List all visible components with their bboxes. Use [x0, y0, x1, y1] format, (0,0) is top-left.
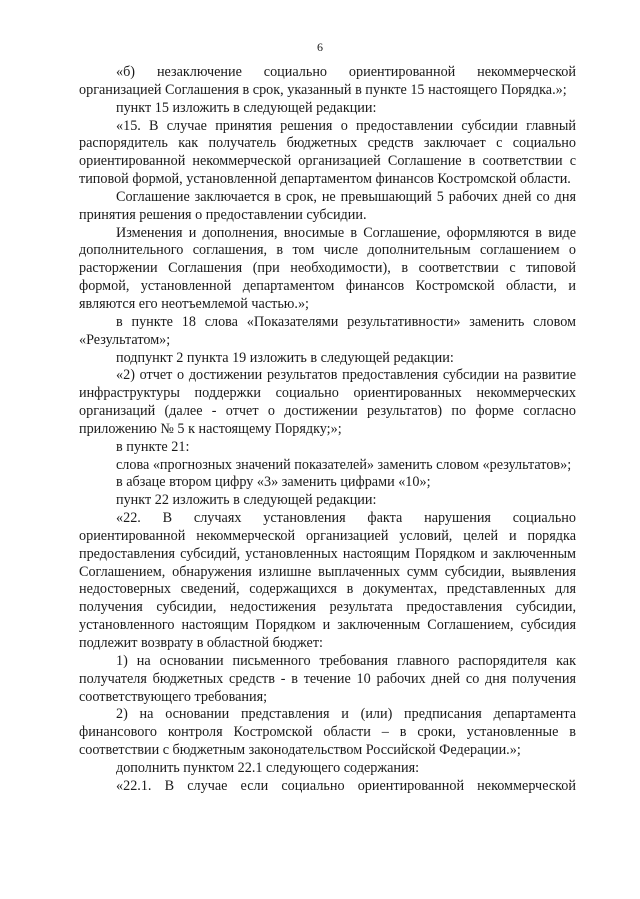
paragraph-agreement-changes: Изменения и дополнения, вносимые в Соглашение, оформляются в виде дополнительного соглашения, в том числе дополнительным соглашением о расторжении Соглашения (при необходимости), в соответствии с типовой формой, установленной департаментом финансов Костромской области, и являются его неотъемлемой частью.»; — [79, 224, 576, 312]
paragraph-item-21: в пункте 21: — [116, 438, 190, 455]
paragraph-subitem-b: «б) незаключение социально ориентированной некоммерческой организацией Соглашения в срок, указанный в пункте 15 настоящего Порядка.»; — [79, 64, 576, 98]
paragraph-item-22-subitem-2: 2) на основании представления и (или) предписания департамента финансового контроля Костромской области – в сроки, установленные в соответствии с бюджетным законодательством Российской Федерации.»; — [79, 706, 576, 759]
document-body — [79, 64, 576, 796]
paragraph-item-19-text: «2) отчет о достижении результатов предоставления субсидии на развитие инфраструктуры поддержки социально ориентированных некоммерческих организаций (далее - отчет о достижении результатов) по форме согласно приложению № 5 к настоящему Порядку;»; — [79, 367, 576, 437]
paragraph-item-22-1-instruction: дополнить пунктом 22.1 следующего содержания: — [116, 759, 420, 776]
paragraph-item-19-instruction: подпункт 2 пункта 19 изложить в следующей редакции: — [116, 349, 454, 366]
paragraph-item-21-second-abstract: в абзаце втором цифру «3» заменить цифрами «10»; — [116, 474, 431, 491]
paragraph-agreement-term: Соглашение заключается в срок, не превышающий 5 рабочих дней со дня принятия решения о предоставлении субсидии. — [79, 188, 576, 223]
paragraph-item-22-subitem-1: 1) на основании письменного требования главного распорядителя как получателя бюджетных средств - в течение 10 рабочих дней со дня получения соответствующего требования; — [79, 652, 576, 705]
paragraph-item-22-text: «22. В случаях установления факта нарушения социально ориентированной некоммерческой организацией условий, целей и порядка предоставления субсидий, установленных настоящим Порядком и заключенным Соглашением, обнаружения излишне выплаченных сумм субсидии, выявления недостоверных сведений, содержащихся в документах, представленных для получения субсидии, недостижения результата предоставления субсидии, установленного настоящим Порядком и заключенным Соглашением, субсидия подлежит возврату в областной бюджет: — [79, 510, 576, 651]
paragraph-item-22-instruction: пункт 22 изложить в следующей редакции: — [116, 492, 377, 509]
paragraph-item-15-instruction: пункт 15 изложить в следующей редакции: — [116, 99, 377, 116]
page-number: 6 — [317, 40, 323, 54]
paragraph-item-21-words: слова «прогнозных значений показателей» заменить словом «результатов»; — [116, 456, 572, 473]
paragraph-item-22-1-text: «22.1. В случае если социально ориентированной некоммерческой — [116, 777, 576, 794]
paragraph-item-15-text: «15. В случае принятия решения о предоставлении субсидии главный распорядитель как получатель бюджетных средств заключает с социально ориентированной некоммерческой организацией Соглашение в соответствии с типовой формой, установленной департаментом финансов Костромской области. — [79, 117, 576, 188]
paragraph-item-18: в пункте 18 слова «Показателями результативности» заменить словом «Результатом»; — [79, 313, 576, 348]
